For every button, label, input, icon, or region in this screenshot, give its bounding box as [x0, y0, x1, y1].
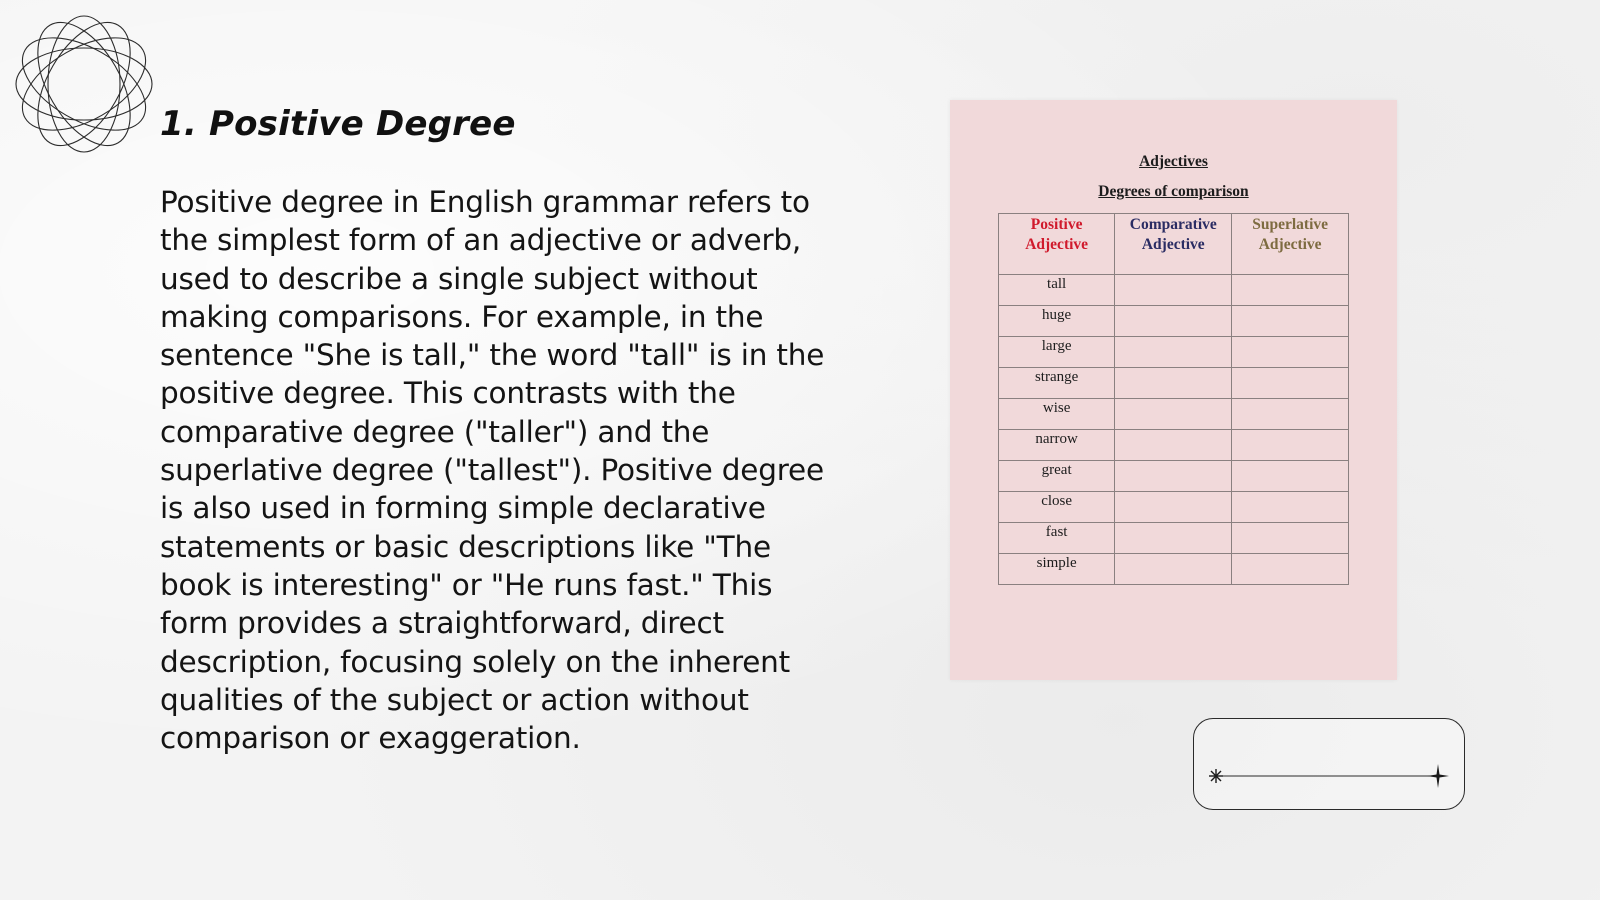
- table-header-row: [999, 214, 1349, 275]
- superlative-cell: [1232, 399, 1349, 430]
- superlative-cell: [1232, 554, 1349, 585]
- degrees-table: [998, 213, 1349, 585]
- positive-cell: huge: [999, 306, 1115, 337]
- superlative-cell: [1232, 275, 1349, 306]
- adjectives-worksheet-image: [950, 100, 1397, 680]
- table-row: [999, 523, 1349, 554]
- comparative-cell: [1115, 523, 1232, 554]
- superlative-cell: [1232, 461, 1349, 492]
- comparative-cell: [1115, 368, 1232, 399]
- positive-cell: wise: [999, 399, 1115, 430]
- superlative-cell: [1232, 430, 1349, 461]
- positive-cell: narrow: [999, 430, 1115, 461]
- comparative-cell: [1115, 461, 1232, 492]
- superlative-cell: [1232, 306, 1349, 337]
- comparative-cell: [1115, 275, 1232, 306]
- spirograph-icon: [10, 10, 158, 158]
- table-row: [999, 554, 1349, 585]
- worksheet-title: Adjectives: [1139, 153, 1208, 170]
- table-row: [999, 399, 1349, 430]
- header-positive-adjective: [999, 214, 1115, 275]
- positive-cell: strange: [999, 368, 1115, 399]
- header-comparative-line1: Comparative: [1129, 216, 1217, 233]
- positive-cell: simple: [999, 554, 1115, 585]
- positive-cell: close: [999, 492, 1115, 523]
- header-comparative-line2: Adjective: [1141, 236, 1205, 253]
- decorative-card: [1193, 718, 1465, 810]
- table-row: [999, 306, 1349, 337]
- table-row: [999, 461, 1349, 492]
- table-row: [999, 337, 1349, 368]
- table-row: [999, 430, 1349, 461]
- positive-cell: fast: [999, 523, 1115, 554]
- header-superlative-line1: Superlative: [1252, 216, 1329, 233]
- superlative-cell: [1232, 337, 1349, 368]
- worksheet-subtitle: Degrees of comparison: [1098, 183, 1249, 200]
- table-row: [999, 275, 1349, 306]
- header-positive-line1: Positive: [1030, 216, 1083, 233]
- header-superlative-adjective: [1232, 214, 1349, 275]
- table-row: [999, 492, 1349, 523]
- comparative-cell: [1115, 554, 1232, 585]
- header-positive-line2: Adjective: [1025, 236, 1089, 253]
- table-row: [999, 368, 1349, 399]
- comparative-cell: [1115, 492, 1232, 523]
- slide-title: 1. Positive Degree: [160, 104, 516, 144]
- header-superlative-line2: Adjective: [1258, 236, 1322, 253]
- superlative-cell: [1232, 368, 1349, 399]
- star-icon: [1427, 764, 1449, 788]
- positive-cell: tall: [999, 275, 1115, 306]
- slide-body-text: Positive degree in English grammar refers to the simplest form of an adjective or adverb, used to describe a single subject without making comparisons. For example, in the sentence "She is tall," the word "tall" is in the positive degree. This contrasts with the comparative degree ("taller") and the superlative degree ("tallest"). Positive degree is also used in forming simple declarative statements or basic descriptions like "The book is interesting" or "He runs fast." This form provides a straightforward, direct description, focusing solely on the inherent qualities of the subject or action without comparison or exaggeration.: [160, 185, 825, 756]
- superlative-cell: [1232, 492, 1349, 523]
- sparkle-icon: [1209, 769, 1223, 783]
- card-divider-line: [1206, 761, 1454, 791]
- positive-cell: large: [999, 337, 1115, 368]
- comparative-cell: [1115, 337, 1232, 368]
- superlative-cell: [1232, 523, 1349, 554]
- header-comparative-adjective: [1115, 214, 1232, 275]
- comparative-cell: [1115, 399, 1232, 430]
- comparative-cell: [1115, 430, 1232, 461]
- comparative-cell: [1115, 306, 1232, 337]
- positive-cell: great: [999, 461, 1115, 492]
